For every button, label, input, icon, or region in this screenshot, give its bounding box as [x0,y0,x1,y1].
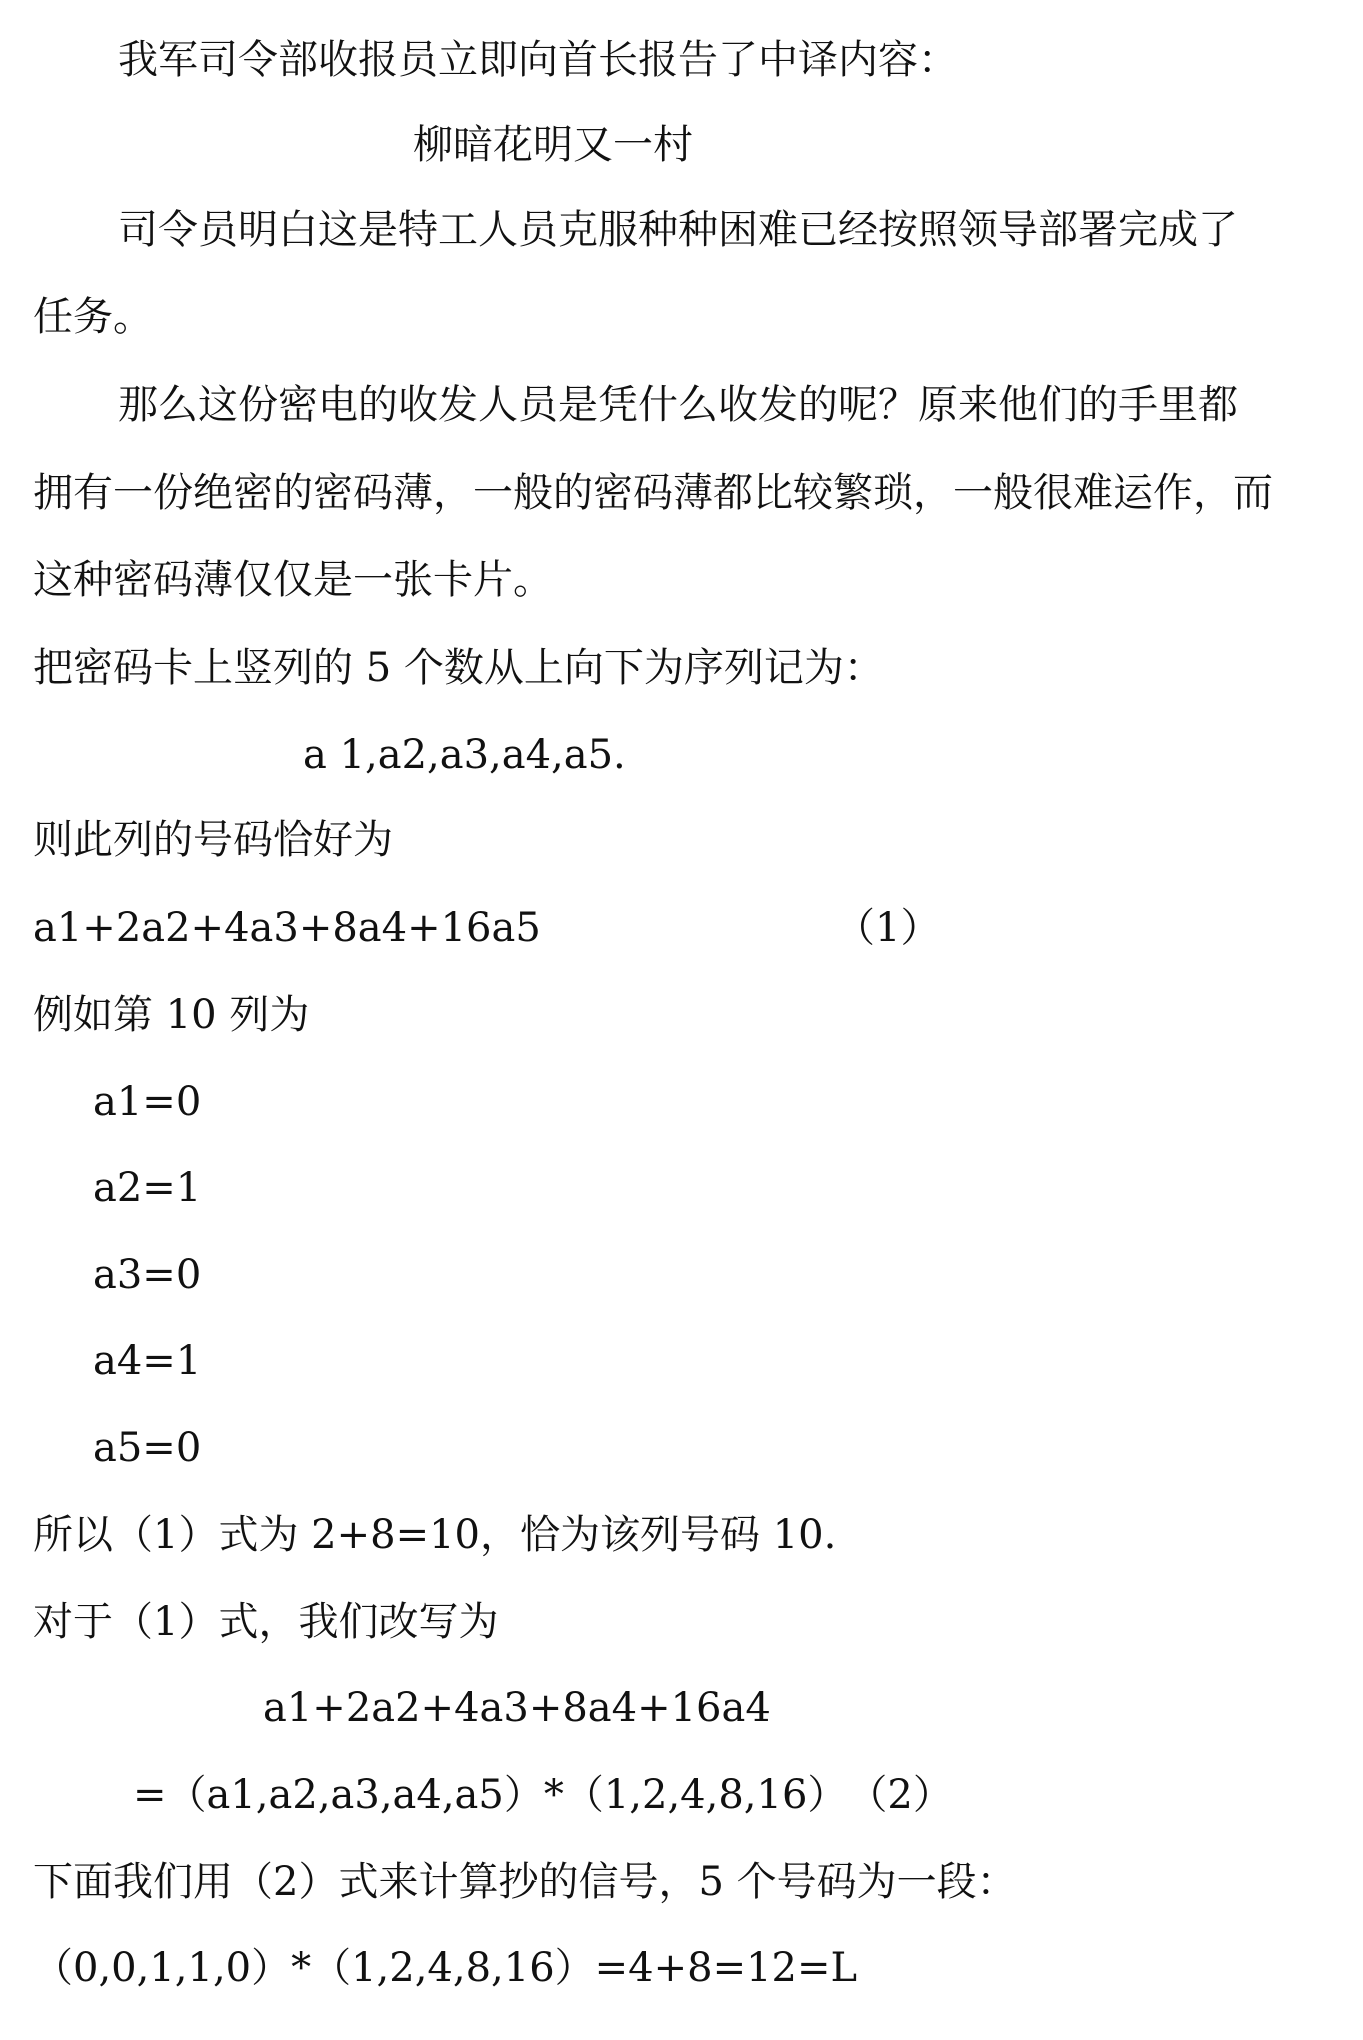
text-line-8: 把密码卡上竖列的 5 个数从上向下为序列记为： [33,645,884,691]
text-line-7: 这种密码薄仅仅是一张卡片。 [33,557,553,603]
text-line-4: 任务。 [33,294,153,340]
text-line-6: 拥有一份绝密的密码薄，一般的密码薄都比较繁琐，一般很难运作，而 [33,470,1273,516]
formula-1: a1+2a2+4a3+8a4+16a5 [33,905,541,951]
text-line-13: 例如第 10 列为 [33,992,310,1038]
value-a3: a3=0 [93,1252,202,1298]
sequence-line: a 1,a2,a3,a4,a5. [303,732,626,778]
value-a2: a2=1 [93,1165,202,1211]
value-a5: a5=0 [93,1425,202,1471]
value-a1: a1=0 [93,1079,202,1125]
value-a4: a4=1 [93,1338,202,1384]
equation-number-1: （1） [835,905,941,951]
formula-2: =（a1,a2,a3,a4,a5）*（1,2,4,8,16） （2） [133,1772,953,1818]
text-line-23: 下面我们用（2）式来计算抄的信号，5 个号码为一段： [33,1859,1017,1905]
text-line-5: 那么这份密电的收发人员是凭什么收发的呢？原来他们的手里都 [118,382,1238,428]
calculation-line: （0,0,1,1,0）*（1,2,4,8,16）=4+8=12=L [33,1945,858,1991]
text-line-10: 则此列的号码恰好为 [33,817,393,863]
text-line-3: 司令员明白这是特工人员克服种种困难已经按照领导部署完成了 [118,207,1238,253]
text-line-1: 我军司令部收报员立即向首长报告了中译内容： [118,37,958,83]
text-line-20: 对于（1）式，我们改写为 [33,1599,499,1645]
poem-line: 柳暗花明又一村 [413,122,693,168]
formula-rewrite: a1+2a2+4a3+8a4+16a4 [263,1685,771,1731]
text-line-19: 所以（1）式为 2+8=10，恰为该列号码 10. [33,1512,837,1558]
